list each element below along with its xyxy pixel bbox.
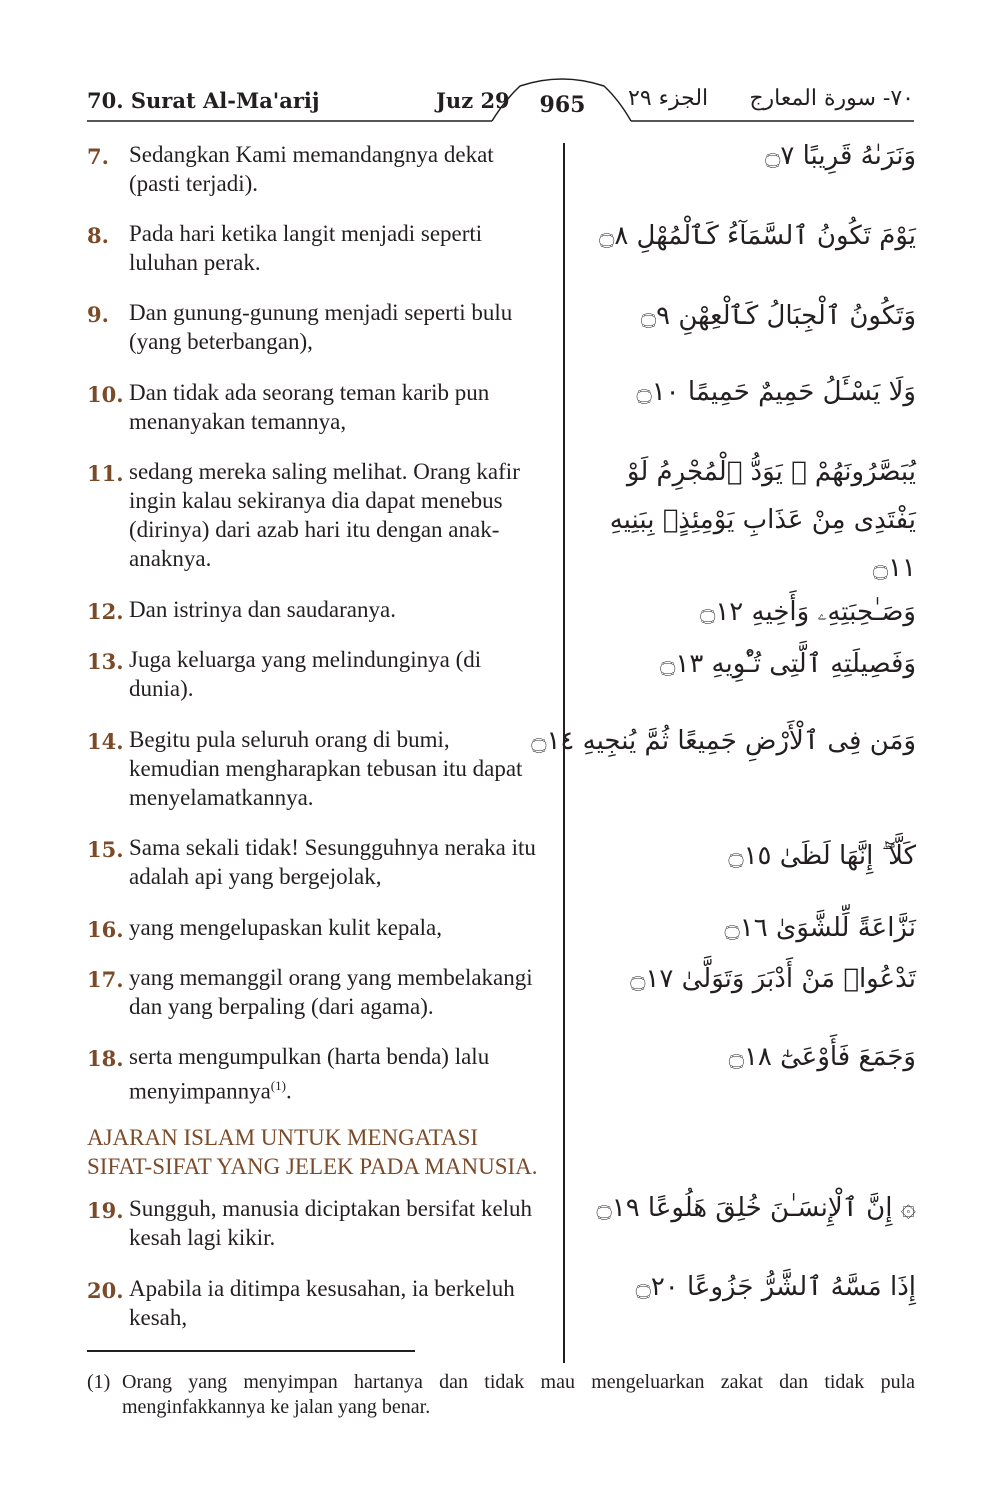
footnote-text: Orang yang menyimpan hartanya dan tidak mau mengeluarkan zakat dan tidak pula menginfakkannya ke jalan yang benar. [122,1371,915,1418]
verse-arabic: وَصَـٰحِبَتِهِۦ وَأَخِيهِ ۝١٢ [700,597,916,627]
verse-translation [129,298,569,356]
translation-line: (yang beterbangan), [129,329,313,354]
verse-arabic: وَنَرَىٰهُ قَرِيبًا ۝٧ [765,141,916,171]
verse-number: 13. [87,649,124,674]
translation-line: anaknya. [129,546,212,571]
verse-number: 17. [87,967,124,992]
translation-line: Sungguh, manusia diciptakan bersifat keluh [129,1196,533,1221]
verse-number: 8. [87,223,109,248]
translation-line: dan yang berpaling (dari agama). [129,994,434,1019]
verse-translation [129,595,569,624]
section-heading-line: SIFAT-SIFAT YANG JELEK PADA MANUSIA. [87,1154,538,1179]
translation-line: luluhan perak. [129,250,261,275]
verse-number: 10. [87,382,124,407]
surah-title-arabic: ٧٠- سورة المعارج [749,86,914,111]
verse-arabic: نَزَّاعَةً لِّلشَّوَىٰ ۝١٦ [724,913,916,943]
translation-line: adalah api yang bergejolak, [129,864,382,889]
translation-line: yang mengelupaskan kulit kepala, [129,915,442,940]
verse-number: 9. [87,302,109,327]
translation-line: (pasti terjadi). [129,171,259,196]
section-heading [87,1123,562,1181]
juz-label-arabic: الجزء ٢٩ [628,86,709,111]
translation-line: kesah, [129,1305,188,1330]
translation-line [129,1071,569,1106]
translation-line: sedang mereka saling melihat. Orang kafir [129,459,520,484]
section-heading-line: AJARAN ISLAM UNTUK MENGATASI [87,1125,479,1150]
translation-line: yang memanggil orang yang membelakangi [129,965,533,990]
verse-number: 11. [87,461,124,486]
footnote [87,1370,915,1420]
translation-line: dunia). [129,676,194,701]
verse-number: 12. [87,599,124,624]
translation-line: Begitu pula seluruh orang di bumi, [129,727,450,752]
verse-number: 20. [87,1278,124,1303]
verse-translation [129,963,569,1021]
juz-label-latin: Juz 29 [436,88,510,113]
verse-arabic: إِذَا مَسَّهُ ٱلشَّرُّ جَزُوعًا ۝٢٠ [635,1272,916,1302]
footnote-reference[interactable]: (1) [270,1078,286,1093]
verse-translation [129,913,569,942]
verse-arabic: كَلَّآ ۖ إِنَّهَا لَظَىٰ ۝١٥ [728,841,916,871]
verse-translation [129,378,569,436]
translation-line: menanyakan temannya, [129,409,347,434]
verse-arabic: يُبَصَّرُونَهُمْ ۚ يَوَدُّ ٱلْمُجْرِمُ لَوْ يَفْتَدِى مِنْ عَذَابِ يَوْمِئِذٍۭ بِبَنِيهِ ۝١١ [609,457,916,583]
translation-line: menyelamatkannya. [129,785,314,810]
verse-arabic: وَتَكُونُ ٱلْجِبَالُ كَٱلْعِهْنِ ۝٩ [640,301,916,331]
translation-line: serta mengumpulkan (harta benda) lalu [129,1044,490,1069]
verse-translation [129,1194,569,1252]
translation-line: Sama sekali tidak! Sesungguhnya neraka itu [129,835,536,860]
verse-arabic: ۞ إِنَّ ٱلْإِنسَـٰنَ خُلِقَ هَلُوعًا ۝١٩ [596,1193,916,1223]
verse-number: 18. [87,1046,124,1071]
verse-translation [129,219,569,277]
verse-number: 16. [87,917,124,942]
verse-number: 14. [87,729,124,754]
verse-translation [129,457,569,573]
verse-translation [129,833,569,891]
verse-arabic: وَمَن فِى ٱلْأَرْضِ جَمِيعًا ثُمَّ يُنجِيهِ ۝١٤ [531,726,916,756]
verse-arabic: وَجَمَعَ فَأَوْعَىٰٓ ۝١٨ [728,1042,916,1072]
translation-line: Dan tidak ada seorang teman karib pun [129,380,490,405]
translation-line: kemudian mengharapkan tebusan itu dapat [129,756,523,781]
verse-arabic: تَدْعُوا۟ مَنْ أَدْبَرَ وَتَوَلَّىٰ ۝١٧ [630,964,916,994]
verse-translation [129,140,569,198]
translation-line: Apabila ia ditimpa kesusahan, ia berkeluh [129,1276,515,1301]
translation-line: (dirinya) dari azab hari itu dengan anak- [129,517,500,542]
translation-line: Dan istrinya dan saudaranya. [129,597,396,622]
verse-number: 15. [87,837,124,862]
translation-line-text: menyimpannya [129,1078,271,1104]
verse-translation [129,645,569,703]
verse-number: 7. [87,144,109,169]
footnote-mark: (1) [87,1371,111,1393]
verse-translation [129,725,569,812]
verse-translation [129,1274,569,1332]
translation-line: Sedangkan Kami memandangnya dekat [129,142,494,167]
verse-translation [129,1042,569,1106]
translation-punctuation: . [285,1078,292,1104]
footnote-rule [87,1350,415,1352]
translation-line: Juga keluarga yang melindunginya (di [129,647,482,672]
translation-line: kesah lagi kikir. [129,1225,276,1250]
surah-title-latin: 70. Surat Al-Ma'arij [87,88,320,113]
translation-line: Dan gunung-gunung menjadi seperti bulu [129,300,513,325]
verse-number: 19. [87,1198,124,1223]
verse-arabic: وَلَا يَسْـَٔلُ حَمِيمٌ حَمِيمًا ۝١٠ [636,377,916,407]
translation-line: Pada hari ketika langit menjadi seperti [129,221,483,246]
verse-arabic: يَوْمَ تَكُونُ ٱلسَّمَآءُ كَٱلْمُهْلِ ۝٨ [599,221,916,251]
verse-arabic: وَفَصِيلَتِهِ ٱلَّتِى تُـْٔوِيهِ ۝١٣ [660,649,916,679]
translation-line: ingin kalau sekiranya dia dapat menebus [129,488,503,513]
page-number: 965 [539,92,586,118]
